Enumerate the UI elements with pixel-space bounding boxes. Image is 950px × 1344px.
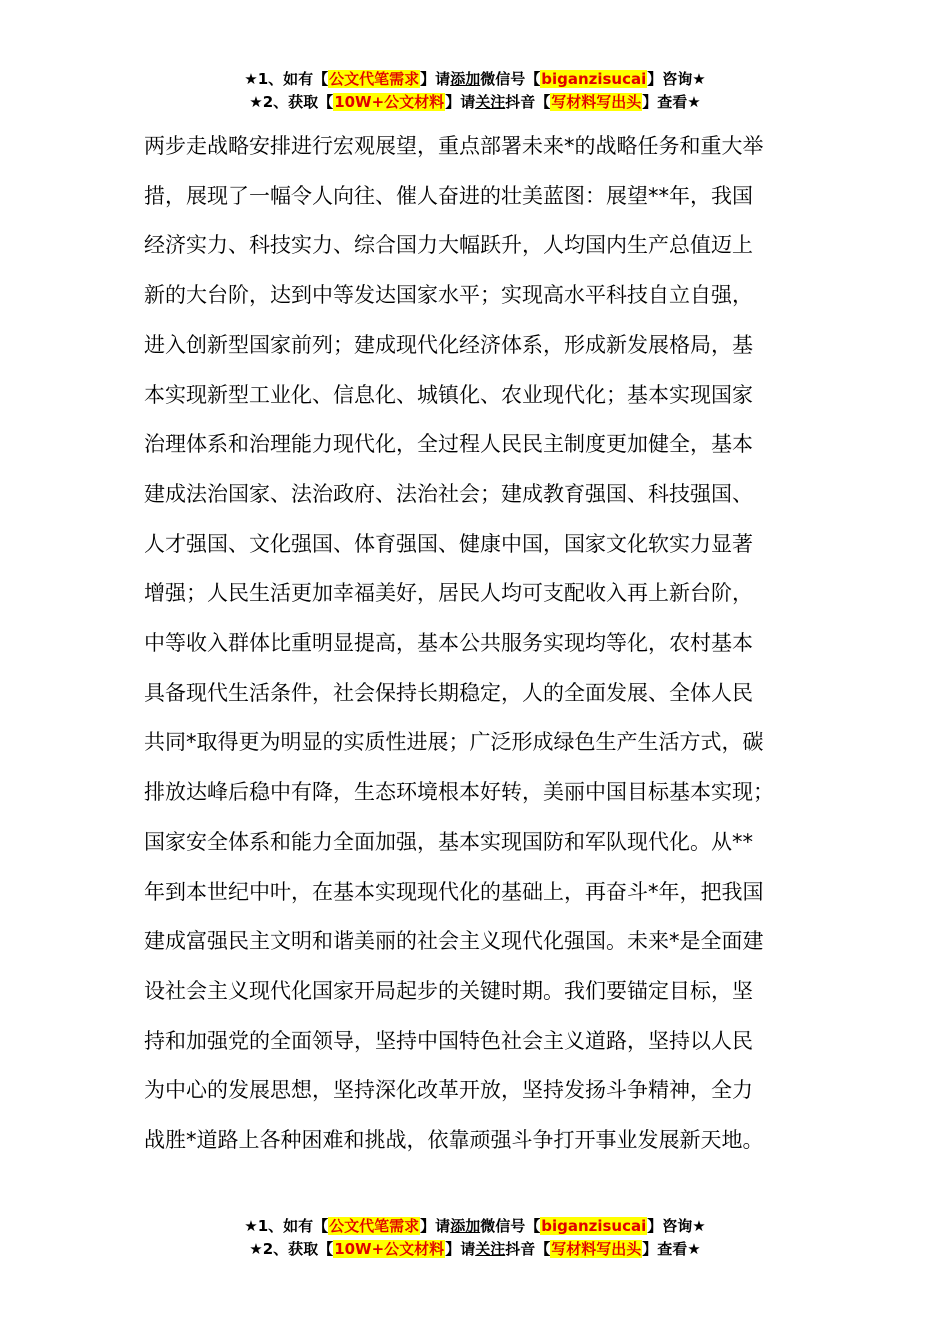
banner-highlight: biganzisucai	[541, 1217, 647, 1235]
text-line: 建成法治国家、法治政府、法治社会；建成教育强国、科技强国、	[144, 481, 753, 506]
banner-highlight: 10W+公文材料	[334, 93, 445, 111]
text-line: 为中心的发展思想，坚持深化改革开放，坚持发扬斗争精神，全力	[144, 1078, 753, 1103]
text-line: 进入创新型国家前列；建成现代化经济体系，形成新发展格局，基	[144, 332, 753, 357]
text-line: 两步走战略安排进行宏观展望，重点部署未来*的战略任务和重大举	[144, 134, 764, 158]
banner-highlight: 公文代笔需求	[329, 70, 420, 88]
text-line: 战胜*道路上各种困难和挑战，依靠顽强斗争打开事业发展新天地。	[144, 1128, 764, 1153]
banner-highlight: biganzisucai	[541, 70, 647, 88]
banner-line-1: ★1、如有【公文代笔需求】请添加微信号【biganzisucai】咨询★	[244, 1217, 706, 1235]
text-line: 本实现新型工业化、信息化、城镇化、农业现代化；基本实现国家	[144, 382, 753, 407]
text-line: 设社会主义现代化国家开局起步的关键时期。我们要锚定目标，坚	[144, 978, 753, 1003]
text-line: 人才强国、文化强国、体育强国、健康中国，国家文化软实力显著	[144, 531, 753, 556]
banner-line-2: ★2、获取【10W+公文材料】请关注抖音【写材料写出头】查看★	[249, 1240, 701, 1258]
banner-highlight: 写材料写出头	[551, 1240, 642, 1258]
text-line: 经济实力、科技实力、综合国力大幅跃升，人均国内生产总值迈上	[144, 233, 753, 258]
text-line: 持和加强党的全面领导，坚持中国特色社会主义道路，坚持以人民	[144, 1028, 753, 1053]
text-line: 治理体系和治理能力现代化，全过程人民民主制度更加健全，基本	[144, 432, 753, 457]
text-line: 共同*取得更为明显的实质性进展；广泛形成绿色生产生活方式，碳	[144, 730, 764, 755]
header-banner	[0, 68, 950, 114]
text-line: 排放达峰后稳中有降，生态环境根本好转，美丽中国目标基本实现；	[144, 780, 774, 805]
text-line: 建成富强民主文明和谐美丽的社会主义现代化强国。未来*是全面建	[144, 929, 764, 954]
text-line: 中等收入群体比重明显提高，基本公共服务实现均等化，农村基本	[144, 631, 753, 656]
body-paragraph	[144, 122, 834, 1166]
banner-highlight: 写材料写出头	[551, 93, 642, 111]
text-line: 新的大台阶，达到中等发达国家水平；实现高水平科技自立自强，	[144, 283, 753, 308]
text-line: 年到本世纪中叶，在基本实现现代化的基础上，再奋斗*年，把我国	[144, 879, 764, 904]
banner-line-1: ★1、如有【公文代笔需求】请添加微信号【biganzisucai】咨询★	[244, 70, 706, 88]
text-line: 措，展现了一幅令人向往、催人奋进的壮美蓝图：展望**年，我国	[144, 183, 753, 208]
footer-banner	[0, 1215, 950, 1261]
banner-highlight: 10W+公文材料	[334, 1240, 445, 1258]
text-line: 具备现代生活条件，社会保持长期稳定，人的全面发展、全体人民	[144, 680, 753, 705]
text-line: 增强；人民生活更加幸福美好，居民人均可支配收入再上新台阶，	[144, 581, 753, 606]
text-line: 国家安全体系和能力全面加强，基本实现国防和军队现代化。从**	[144, 829, 753, 854]
banner-highlight: 公文代笔需求	[329, 1217, 420, 1235]
banner-line-2: ★2、获取【10W+公文材料】请关注抖音【写材料写出头】查看★	[249, 93, 701, 111]
